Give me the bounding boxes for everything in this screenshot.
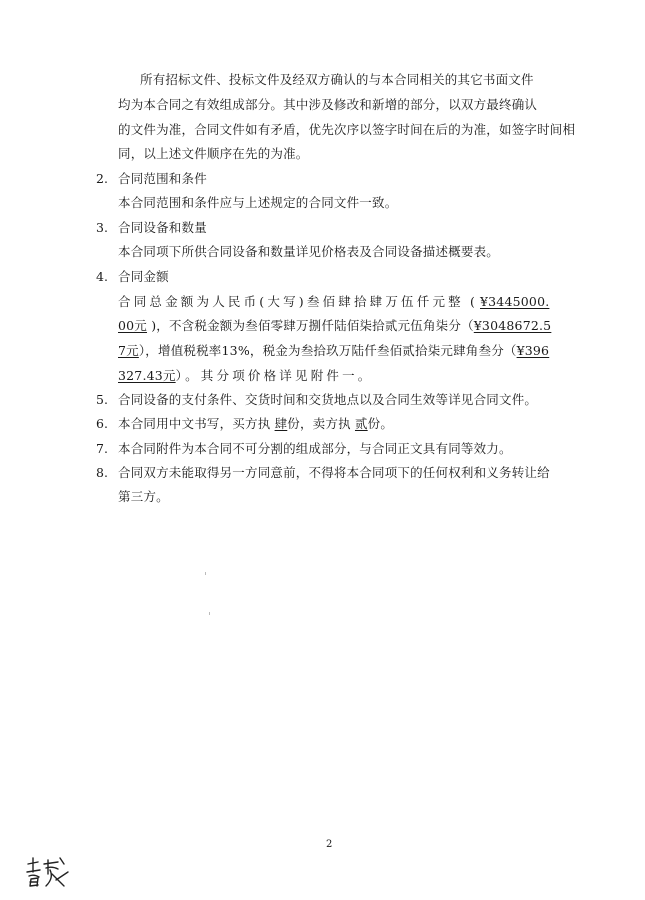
- scan-speck: [209, 612, 210, 615]
- section-2-body: 本合同范围和条件应与上述规定的合同文件一致。: [118, 195, 398, 210]
- amount-total-figure-cont: 00元: [118, 318, 148, 333]
- section-7-text: 本合同附件为本合同不可分割的组成部分，与合同正文具有同等效力。: [118, 441, 512, 456]
- section-8-line-1: 合同双方未能取得另一方同意前，不得将本合同项下的任何权利和义务转让给: [118, 465, 550, 480]
- section-6-part-1: 本合同用中文书写，买方执: [118, 416, 275, 431]
- amount-pretax-figure: ¥3048672.5: [473, 318, 552, 333]
- amount-tax-text: ），增值税税率13%，税金为叁拾玖万陆仟叁佰贰拾柒元肆角叁分（: [138, 343, 517, 358]
- section-4-title: 合同金额: [118, 269, 169, 284]
- section-8-number: 8.: [96, 465, 108, 480]
- intro-line-3: 的文件为准，合同文件如有矛盾，优先次序以签字时间在后的为准，如签字时间相: [118, 122, 576, 137]
- amount-pretax-figure-cont: 7元: [118, 343, 139, 358]
- amount-pretax-text: )，不含税金额为叁佰零肆万捌仟陆佰柒拾贰元伍角柒分（: [147, 318, 474, 333]
- section-3-number: 3.: [96, 220, 108, 235]
- section-3-title: 合同设备和数量: [118, 220, 207, 235]
- intro-line-1: 所有招标文件、投标文件及经双方确认的与本合同相关的其它书面文件: [140, 72, 534, 87]
- amount-total-figure: [480, 294, 549, 310]
- scan-speck: [205, 572, 206, 575]
- section-2-title: 合同范围和条件: [118, 171, 207, 186]
- section-5-text: 合同设备的支付条件、交货时间和交货地点以及合同生效等详见合同文件。: [118, 392, 538, 407]
- section-6-part-3: 份。: [367, 416, 394, 431]
- amount-tax-figure: ¥396: [516, 343, 550, 358]
- amount-total-figure-underlined: ¥3445000.: [480, 294, 550, 309]
- section-6-part-2: 份，卖方执: [287, 416, 355, 431]
- section-2-number: 2.: [96, 171, 108, 186]
- section-5-number: 5.: [96, 392, 108, 407]
- section-4-number: 4.: [96, 269, 108, 284]
- seller-copies: 贰: [354, 416, 368, 431]
- section-8-line-2: 第三方。: [118, 489, 169, 504]
- amount-total-paren: (: [470, 294, 476, 309]
- section-6-number: 6.: [96, 416, 108, 431]
- amount-line-3: [118, 343, 549, 359]
- amount-breakdown-text: ）。其分项价格详见附件一。: [175, 368, 374, 383]
- section-3-body: 本合同项下所供合同设备和数量详见价格表及合同设备描述概要表。: [118, 244, 500, 259]
- amount-tax-figure-cont: 327.43元: [118, 368, 176, 383]
- section-7-number: 7.: [96, 441, 108, 456]
- amount-total-text: 合同总金额为人民币(大写)叁佰肆拾肆万伍仟元整: [118, 294, 464, 309]
- amount-line-2: [118, 318, 551, 334]
- intro-line-2: 均为本合同之有效组成部分。其中涉及修改和新增的部分，以双方最终确认: [118, 97, 538, 112]
- amount-line-4: [118, 368, 374, 384]
- amount-line-1: [118, 294, 464, 310]
- page-number: 2: [326, 839, 333, 850]
- handwritten-signature: [24, 852, 84, 892]
- buyer-copies: 肆: [274, 416, 288, 431]
- intro-line-4: 同，以上述文件顺序在先的为准。: [118, 146, 309, 161]
- section-6-text: [118, 416, 393, 432]
